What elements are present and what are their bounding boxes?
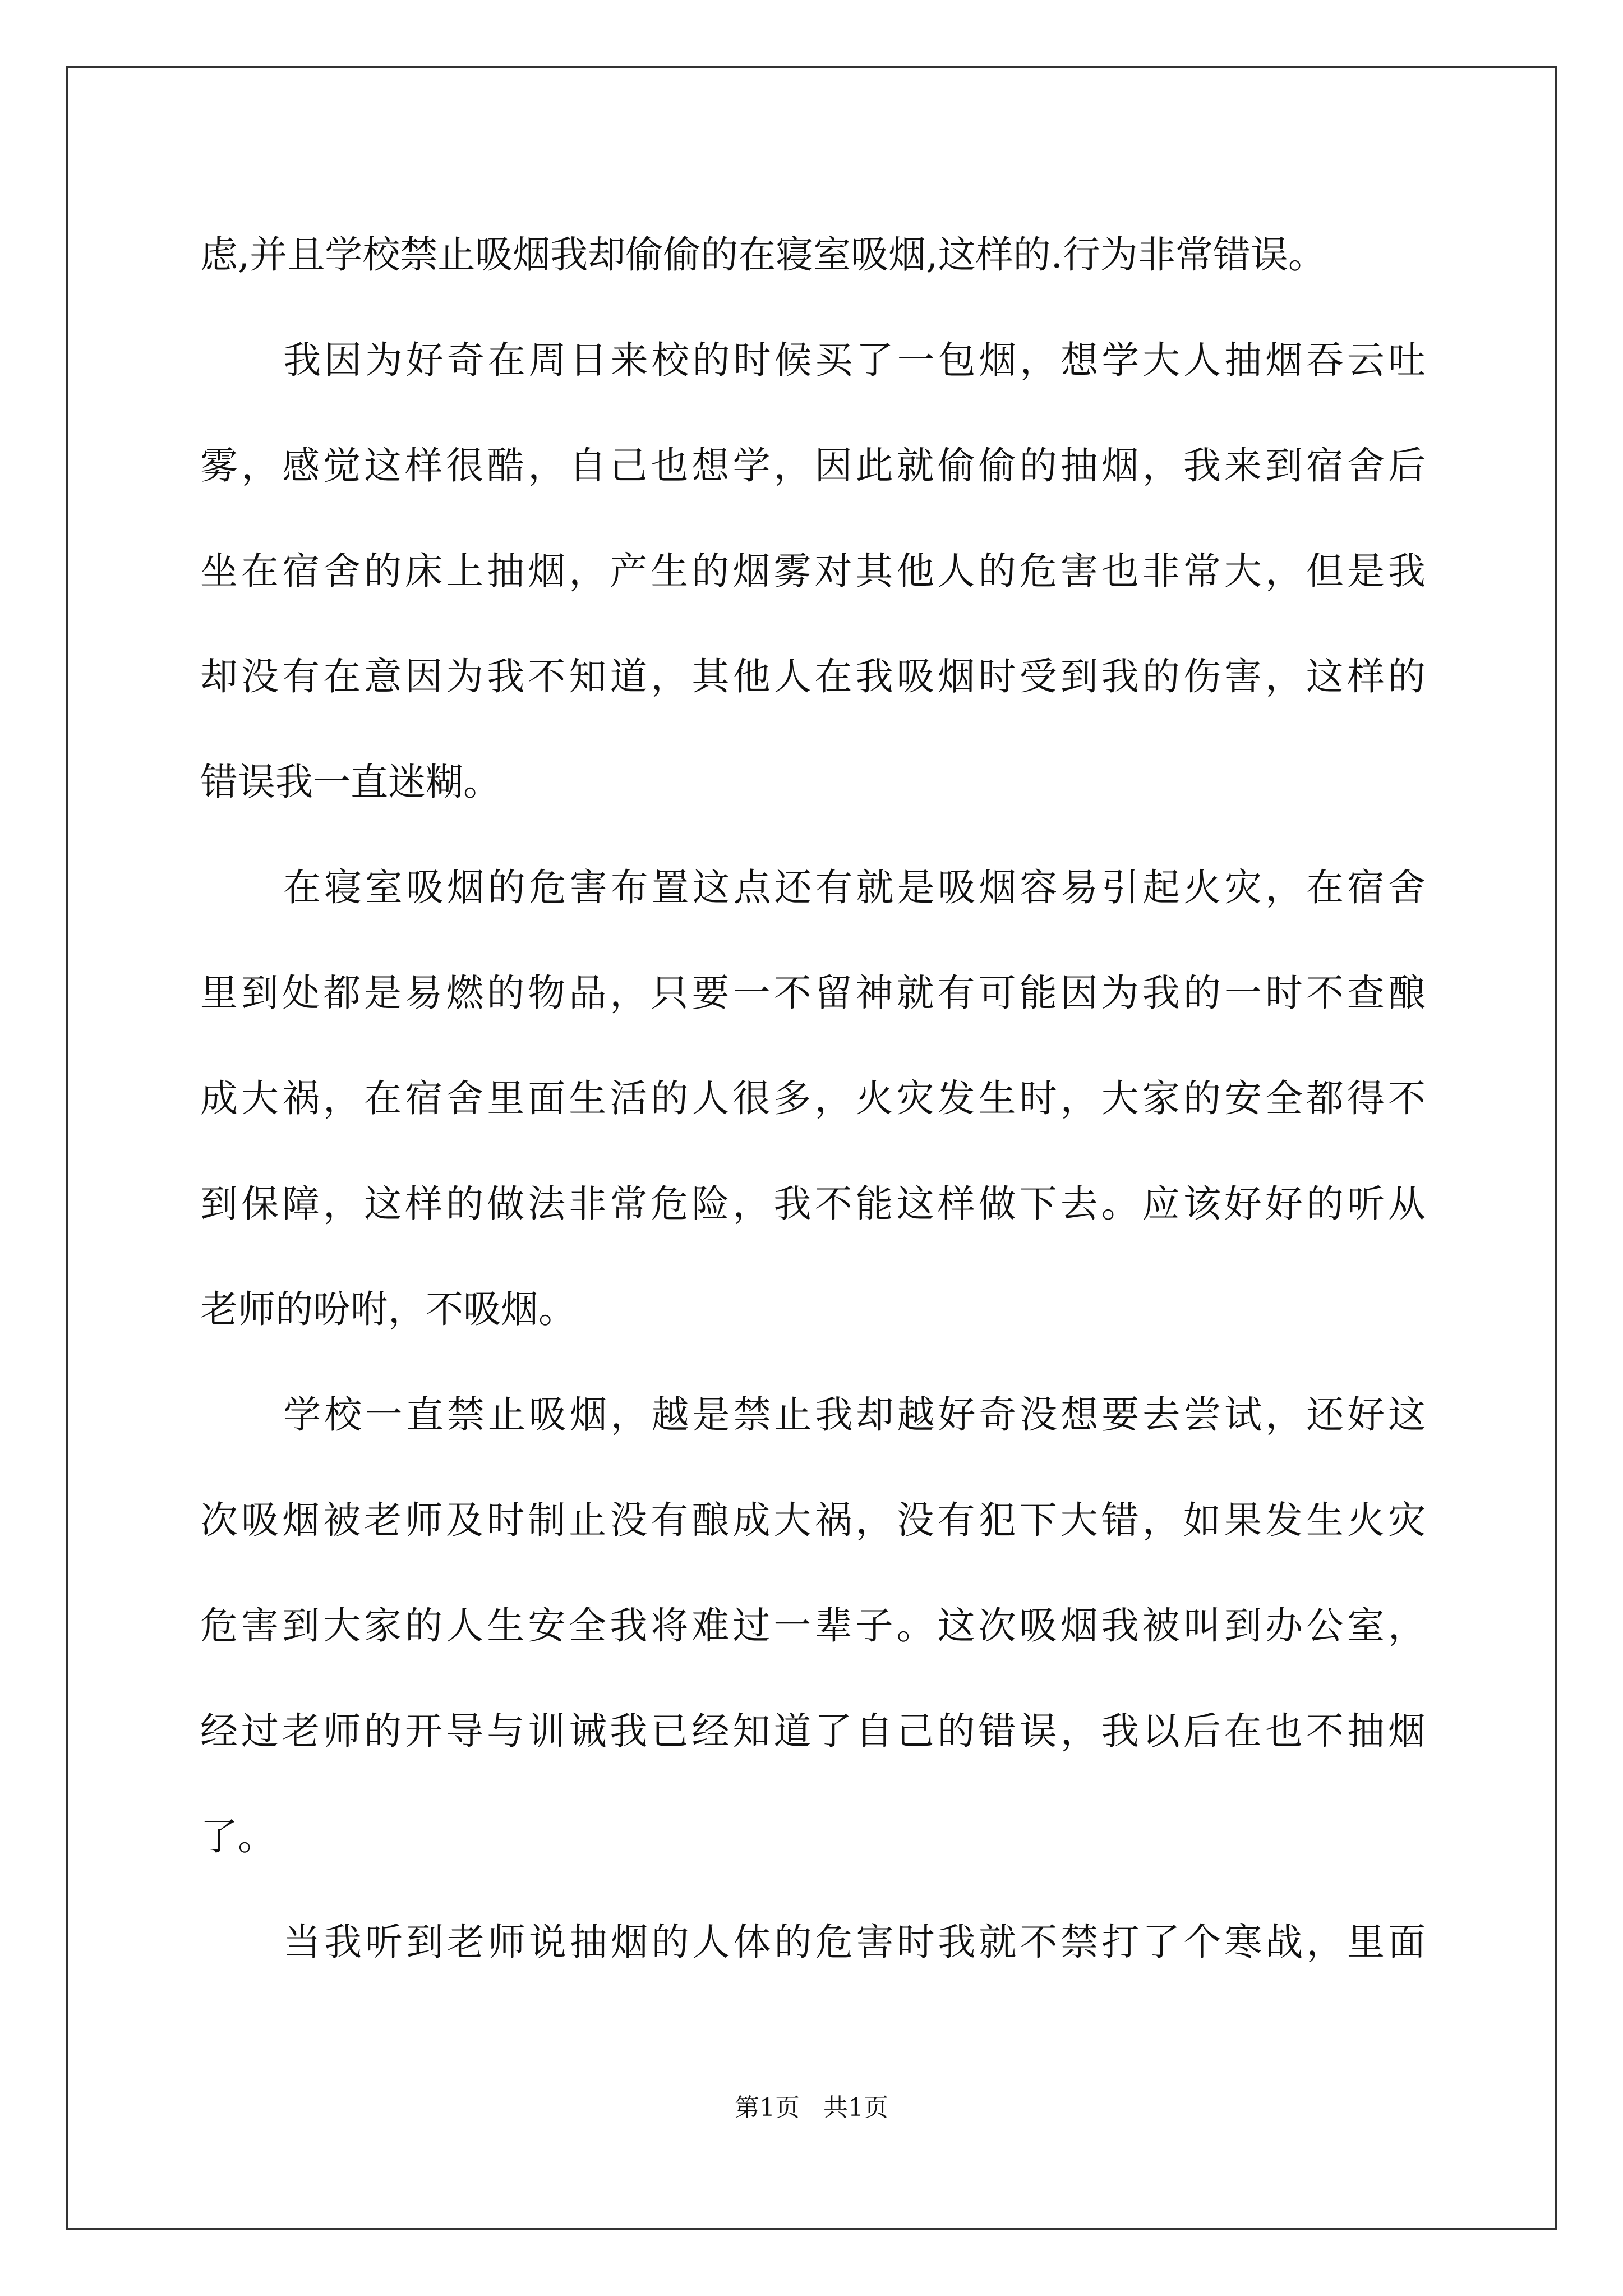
text-line: 却没有在意因为我不知道，其他人在我吸烟时受到我的伤害，这样的 — [200, 655, 1426, 698]
text-line: 当我听到老师说抽烟的人体的危害时我就不禁打了个寒战，里面 — [283, 1920, 1426, 1964]
text-line: 危害到大家的人生安全我将难过一辈子。这次吸烟我被叫到办公室， — [200, 1604, 1426, 1648]
text-line: 雾，感觉这样很酷，自己也想学，因此就偷偷的抽烟，我来到宿舍后 — [200, 444, 1426, 487]
text-line: 了。 — [200, 1815, 275, 1858]
text-line: 在寝室吸烟的危害布置这点还有就是吸烟容易引起火灾，在宿舍 — [283, 866, 1426, 909]
text-line: 错误我一直迷糊。 — [200, 760, 501, 804]
text-line: 我因为好奇在周日来校的时候买了一包烟，想学大人抽烟吞云吐 — [283, 338, 1426, 382]
page-footer: 第1页 共1页 — [735, 2093, 888, 2122]
text-line: 老师的吩咐，不吸烟。 — [200, 1287, 576, 1331]
text-line: 成大祸，在宿舍里面生活的人很多，火灾发生时，大家的安全都得不 — [200, 1076, 1426, 1120]
text-line: 里到处都是易燃的物品，只要一不留神就有可能因为我的一时不查酿 — [200, 971, 1426, 1015]
text-line: 到保障，这样的做法非常危险，我不能这样做下去。应该好好的听从 — [200, 1182, 1426, 1226]
text-line: 经过老师的开导与训诫我已经知道了自己的错误，我以后在也不抽烟 — [200, 1709, 1426, 1753]
text-line: 学校一直禁止吸烟，越是禁止我却越好奇没想要去尝试，还好这 — [283, 1393, 1426, 1437]
text-line: 次吸烟被老师及时制止没有酿成大祸，没有犯下大错，如果发生火灾 — [200, 1498, 1426, 1542]
text-line: 虑,并且学校禁止吸烟我却偷偷的在寝室吸烟,这样的.行为非常错误。 — [200, 233, 1326, 277]
text-line: 坐在宿舍的床上抽烟，产生的烟雾对其他人的危害也非常大，但是我 — [200, 549, 1426, 593]
document-body — [200, 202, 1426, 1995]
